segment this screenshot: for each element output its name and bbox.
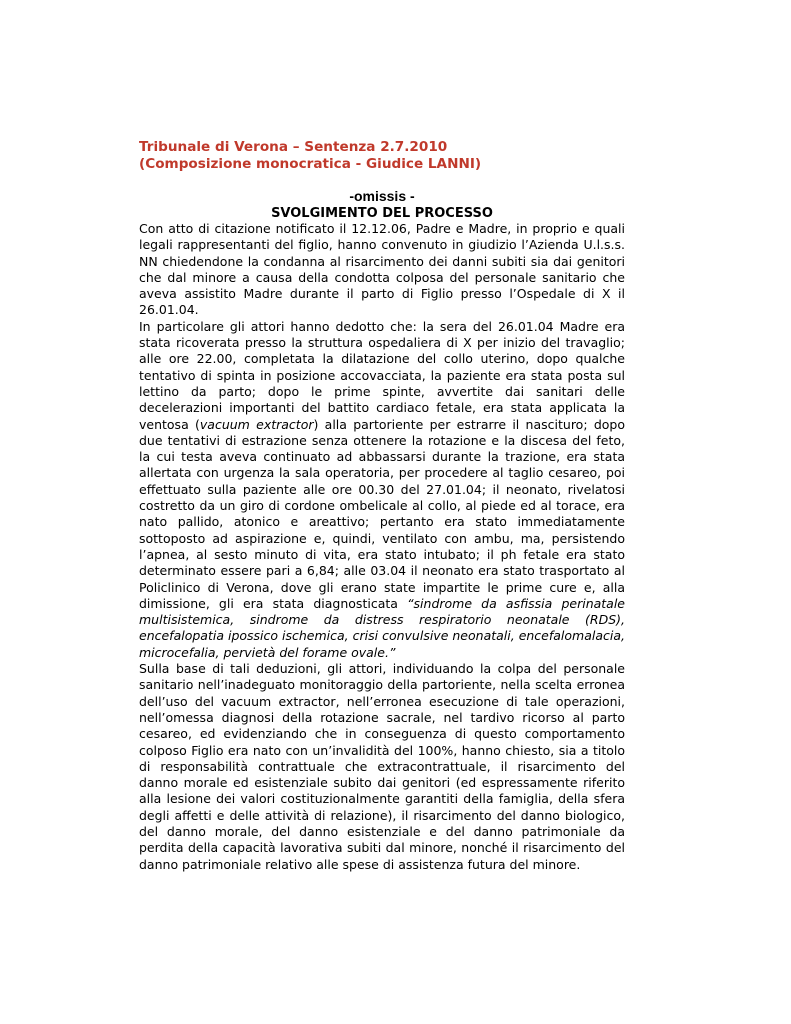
section-title: SVOLGIMENTO DEL PROCESSO xyxy=(271,206,493,221)
paragraph-facts xyxy=(139,319,625,661)
court-composition: (Composizione monocratica - Giudice LANNI) xyxy=(139,156,482,172)
document-body xyxy=(139,221,625,873)
paragraph-claims: Sulla base di tali deduzioni, gli attori, individuando la colpa del personale sanitario nell’inadeguato monitoraggio della partoriente, nella scelta erronea dell’uso del vacuum extractor, nell’erronea esecuzione di tale operazioni, nell’omessa diagnosi della rotazione sacrale, nel tardivo ricorso al parto cesareo, ed evidenziando che in conseguenza di questo comportamento colposo Figlio era nato con un’invalidità del 100%, hanno chiesto, sia a titolo di responsabilità contrattuale che extracontrattuale, il risarcimento del danno morale ed esistenziale subito dai genitori (ed espressamente riferito alla lesione dei valori costituzionalmente garantiti della famiglia, della sfera degli affetti e delle attività di relazione), il risarcimento del danno biologico, del danno morale, del danno esistenziale e del danno patrimoniale da perdita della capacità lavorativa subiti dal minore, nonché il risarcimento del danno patrimoniale relativo alle spese di assistenza futura del minore. xyxy=(139,661,625,872)
paragraph-facts-diagnosis: “sindrome da asfissia perinatale multisistemica, sindrome da distress respiratorio neonatale (RDS), encefalopatia ipossico ischemica, crisi convulsive neonatali, encefalomalacia, microcefalia, pervietà del forame ovale.” xyxy=(139,595,626,660)
paragraph-citation: Con atto di citazione notificato il 12.12.06, Padre e Madre, in proprio e quali legali rappresentanti del figlio, hanno convenuto in giudizio l’Azienda U.l.s.s. NN chiedendone la condanna al risarcimento dei danni subiti sia dai genitori che dal minore a causa della condotta colposa del personale sanitario che aveva assistito Madre durante il parto di Figlio presso l’Ospedale di X il 26.01.04. xyxy=(139,221,625,318)
court-title: Tribunale di Verona – Sentenza 2.7.2010 xyxy=(139,139,448,155)
omissis-label: -omissis - xyxy=(349,188,415,204)
paragraph-facts-italic-1: vacuum extractor xyxy=(199,416,314,432)
document-header xyxy=(139,139,481,173)
paragraph-facts-text-1: In particolare gli attori hanno dedotto che: la sera del 26.01.04 Madre era stata ricoverata presso la struttura ospedaliera di X per inizio del travaglio; alle ore 22.00, completata la dilatazione del collo uterino, dopo qualche tentativo di spinta in posizione accovacciata, la paziente era stata posta sul lettino da parto; dopo le prime spinte, avvertite dai sanitari delle decelerazioni importanti del battito cardiaco fetale, era stata applicata la ventosa ( xyxy=(139,318,625,432)
paragraph-facts-text-2: ) alla partoriente per estrarre il nascituro; dopo due tentativi di estrazione senza ottenere la rotazione e la discesa del feto, la cui testa aveva continuato ad abbassarsi durante la trazione, era stata allertata con urgenza la sala operatoria, per procedere al taglio cesareo, poi effettuato sulla paziente alle ore 00.30 del 27.01.04; il neonato, rivelatosi costretto da un giro di cordone ombelicale al collo, al piede ed al torace, era nato pallido, atonico e areattivo; pertanto era stato immediatamente sottoposto ad aspirazione e, quindi, ventilato con ambu, ma, persistendo l’apnea, al sesto minuto di vita, era stato intubato; il ph fetale era stato determinato essere pari a 6,84; alle 03.04 il neonato era stato trasportato al Policlinico di Verona, dove gli erano state impartite le prime cure e, alla dimissione, gli era stata diagnosticata xyxy=(139,416,625,611)
